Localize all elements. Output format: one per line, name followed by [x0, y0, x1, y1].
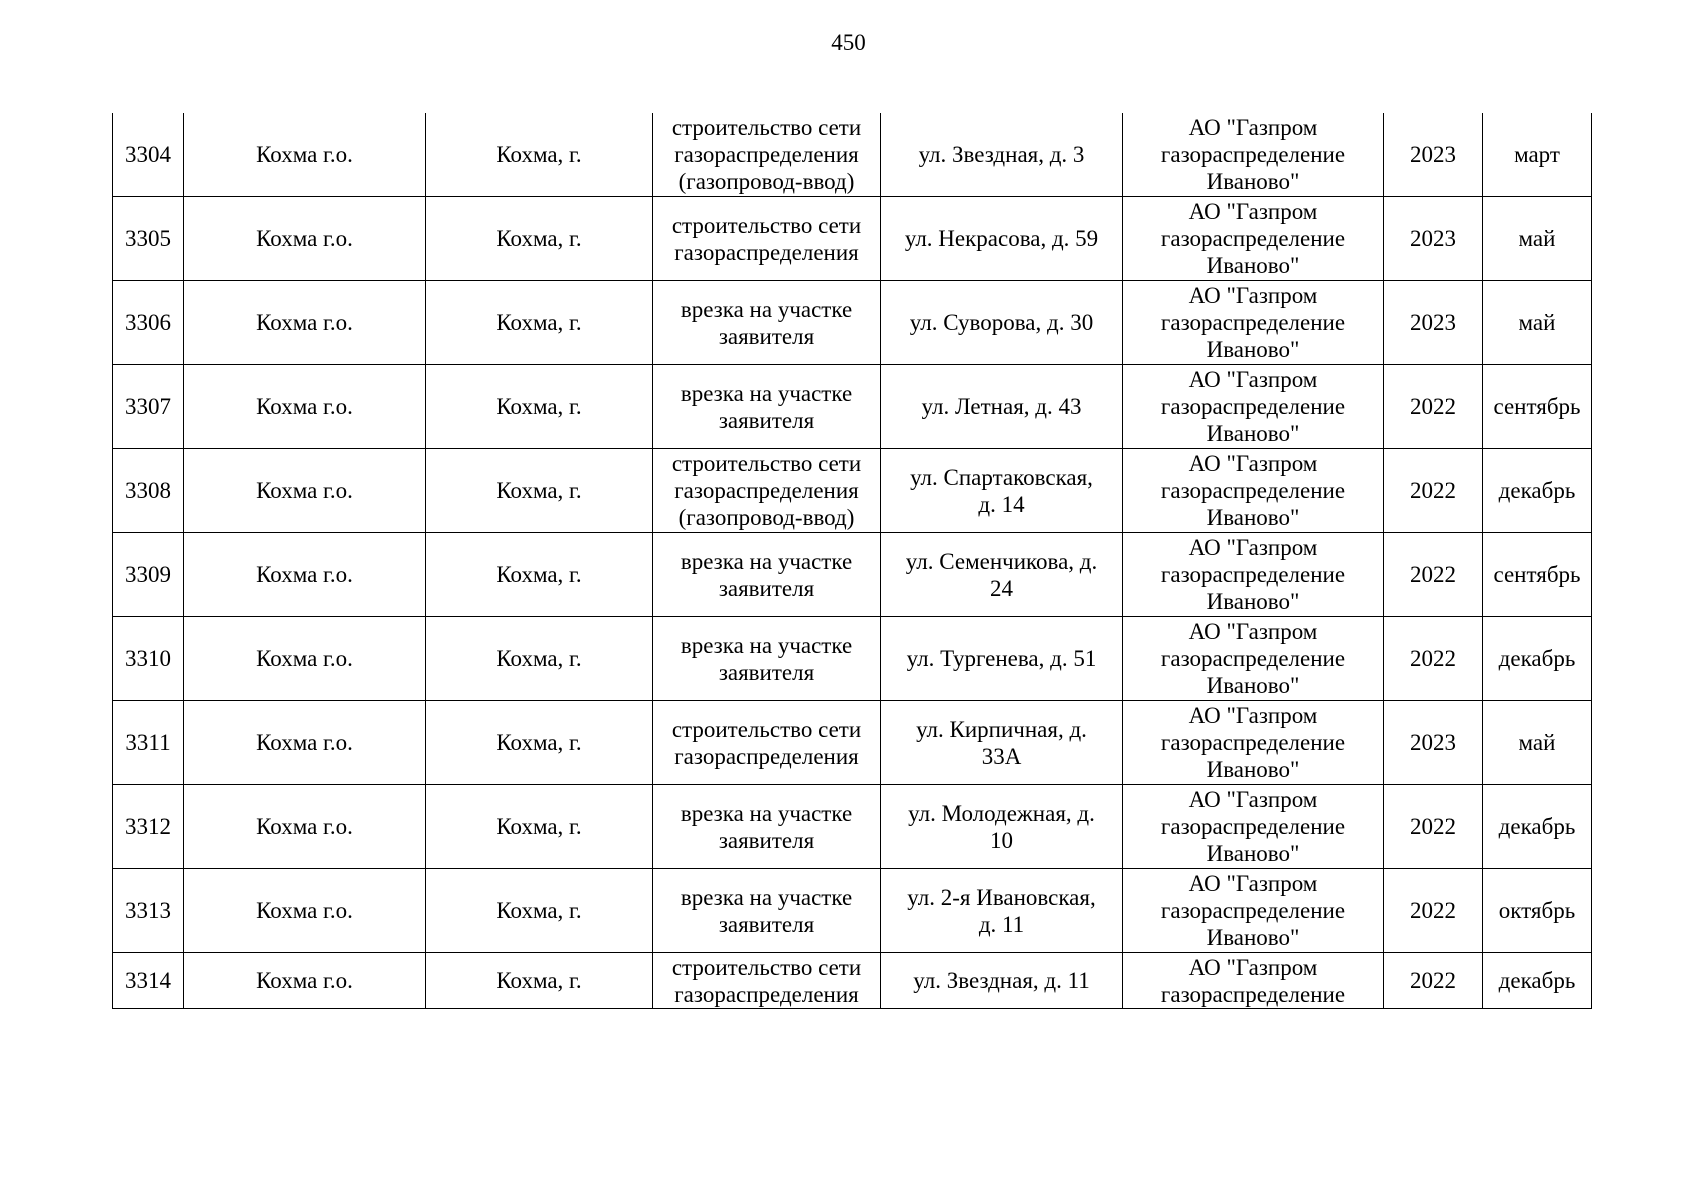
- district-cell: Кохма г.о.: [184, 449, 426, 533]
- work-type-cell: строительство сети газораспределения (газопровод-ввод): [653, 449, 881, 533]
- locality-cell: Кохма, г.: [426, 281, 653, 365]
- month-cell: май: [1483, 197, 1592, 281]
- row-number-cell: 3306: [113, 281, 184, 365]
- address-cell: ул. Тургенева, д. 51: [881, 617, 1123, 701]
- row-number-cell: 3304: [113, 113, 184, 197]
- table-row: [113, 869, 1592, 953]
- month-cell: октябрь: [1483, 869, 1592, 953]
- table-row: [113, 365, 1592, 449]
- year-cell: 2023: [1384, 701, 1483, 785]
- row-number-cell: 3311: [113, 701, 184, 785]
- month-cell: май: [1483, 701, 1592, 785]
- district-cell: Кохма г.о.: [184, 113, 426, 197]
- work-type-cell: строительство сети газораспределения: [653, 953, 881, 1009]
- row-number-cell: 3310: [113, 617, 184, 701]
- year-cell: 2022: [1384, 365, 1483, 449]
- work-type-cell: врезка на участке заявителя: [653, 785, 881, 869]
- address-cell: ул. Молодежная, д. 10: [881, 785, 1123, 869]
- organization-cell: АО "Газпром газораспределение Иваново": [1123, 197, 1384, 281]
- month-cell: декабрь: [1483, 449, 1592, 533]
- table-row: [113, 617, 1592, 701]
- work-type-cell: строительство сети газораспределения: [653, 197, 881, 281]
- year-cell: 2023: [1384, 197, 1483, 281]
- organization-cell: АО "Газпром газораспределение Иваново": [1123, 617, 1384, 701]
- month-cell: май: [1483, 281, 1592, 365]
- month-cell: сентябрь: [1483, 365, 1592, 449]
- address-cell: ул. 2-я Ивановская, д. 11: [881, 869, 1123, 953]
- organization-cell: АО "Газпром газораспределение Иваново": [1123, 785, 1384, 869]
- row-number-cell: 3305: [113, 197, 184, 281]
- month-cell: март: [1483, 113, 1592, 197]
- address-cell: ул. Летная, д. 43: [881, 365, 1123, 449]
- locality-cell: Кохма, г.: [426, 533, 653, 617]
- table-row: [113, 113, 1592, 197]
- work-type-cell: врезка на участке заявителя: [653, 365, 881, 449]
- organization-cell: АО "Газпром газораспределение Иваново": [1123, 449, 1384, 533]
- year-cell: 2023: [1384, 113, 1483, 197]
- row-number-cell: 3308: [113, 449, 184, 533]
- address-cell: ул. Звездная, д. 3: [881, 113, 1123, 197]
- work-type-cell: строительство сети газораспределения (газопровод-ввод): [653, 113, 881, 197]
- page-number: 450: [831, 30, 866, 55]
- address-cell: ул. Звездная, д. 11: [881, 953, 1123, 1009]
- address-cell: ул. Семенчикова, д. 24: [881, 533, 1123, 617]
- table-row: [113, 533, 1592, 617]
- district-cell: Кохма г.о.: [184, 701, 426, 785]
- district-cell: Кохма г.о.: [184, 869, 426, 953]
- organization-cell: АО "Газпром газораспределение Иваново": [1123, 365, 1384, 449]
- address-cell: ул. Спартаковская, д. 14: [881, 449, 1123, 533]
- work-type-cell: строительство сети газораспределения: [653, 701, 881, 785]
- work-type-cell: врезка на участке заявителя: [653, 533, 881, 617]
- locality-cell: Кохма, г.: [426, 197, 653, 281]
- year-cell: 2022: [1384, 785, 1483, 869]
- row-number-cell: 3309: [113, 533, 184, 617]
- table-row: [113, 197, 1592, 281]
- month-cell: декабрь: [1483, 785, 1592, 869]
- district-cell: Кохма г.о.: [184, 281, 426, 365]
- work-type-cell: врезка на участке заявителя: [653, 281, 881, 365]
- work-type-cell: врезка на участке заявителя: [653, 869, 881, 953]
- organization-cell: АО "Газпром газораспределение Иваново": [1123, 533, 1384, 617]
- row-number-cell: 3307: [113, 365, 184, 449]
- year-cell: 2022: [1384, 617, 1483, 701]
- row-number-cell: 3313: [113, 869, 184, 953]
- district-cell: Кохма г.о.: [184, 953, 426, 1009]
- organization-cell: АО "Газпром газораспределение Иваново": [1123, 281, 1384, 365]
- locality-cell: Кохма, г.: [426, 701, 653, 785]
- locality-cell: Кохма, г.: [426, 617, 653, 701]
- row-number-cell: 3312: [113, 785, 184, 869]
- locality-cell: Кохма, г.: [426, 869, 653, 953]
- locality-cell: Кохма, г.: [426, 785, 653, 869]
- district-cell: Кохма г.о.: [184, 617, 426, 701]
- year-cell: 2022: [1384, 449, 1483, 533]
- district-cell: Кохма г.о.: [184, 365, 426, 449]
- organization-cell: АО "Газпром газораспределение: [1123, 953, 1384, 1009]
- locality-cell: Кохма, г.: [426, 113, 653, 197]
- organization-cell: АО "Газпром газораспределение Иваново": [1123, 113, 1384, 197]
- address-cell: ул. Кирпичная, д. 33А: [881, 701, 1123, 785]
- district-cell: Кохма г.о.: [184, 785, 426, 869]
- year-cell: 2022: [1384, 533, 1483, 617]
- locality-cell: Кохма, г.: [426, 449, 653, 533]
- organization-cell: АО "Газпром газораспределение Иваново": [1123, 869, 1384, 953]
- gasification-table: [112, 113, 1592, 1009]
- table-row: [113, 701, 1592, 785]
- year-cell: 2022: [1384, 953, 1483, 1009]
- table-row: [113, 281, 1592, 365]
- year-cell: 2022: [1384, 869, 1483, 953]
- address-cell: ул. Суворова, д. 30: [881, 281, 1123, 365]
- table-row: [113, 785, 1592, 869]
- month-cell: декабрь: [1483, 617, 1592, 701]
- table-row: [113, 953, 1592, 1009]
- month-cell: декабрь: [1483, 953, 1592, 1009]
- address-cell: ул. Некрасова, д. 59: [881, 197, 1123, 281]
- work-type-cell: врезка на участке заявителя: [653, 617, 881, 701]
- district-cell: Кохма г.о.: [184, 197, 426, 281]
- organization-cell: АО "Газпром газораспределение Иваново": [1123, 701, 1384, 785]
- row-number-cell: 3314: [113, 953, 184, 1009]
- month-cell: сентябрь: [1483, 533, 1592, 617]
- locality-cell: Кохма, г.: [426, 365, 653, 449]
- year-cell: 2023: [1384, 281, 1483, 365]
- locality-cell: Кохма, г.: [426, 953, 653, 1009]
- table-row: [113, 449, 1592, 533]
- district-cell: Кохма г.о.: [184, 533, 426, 617]
